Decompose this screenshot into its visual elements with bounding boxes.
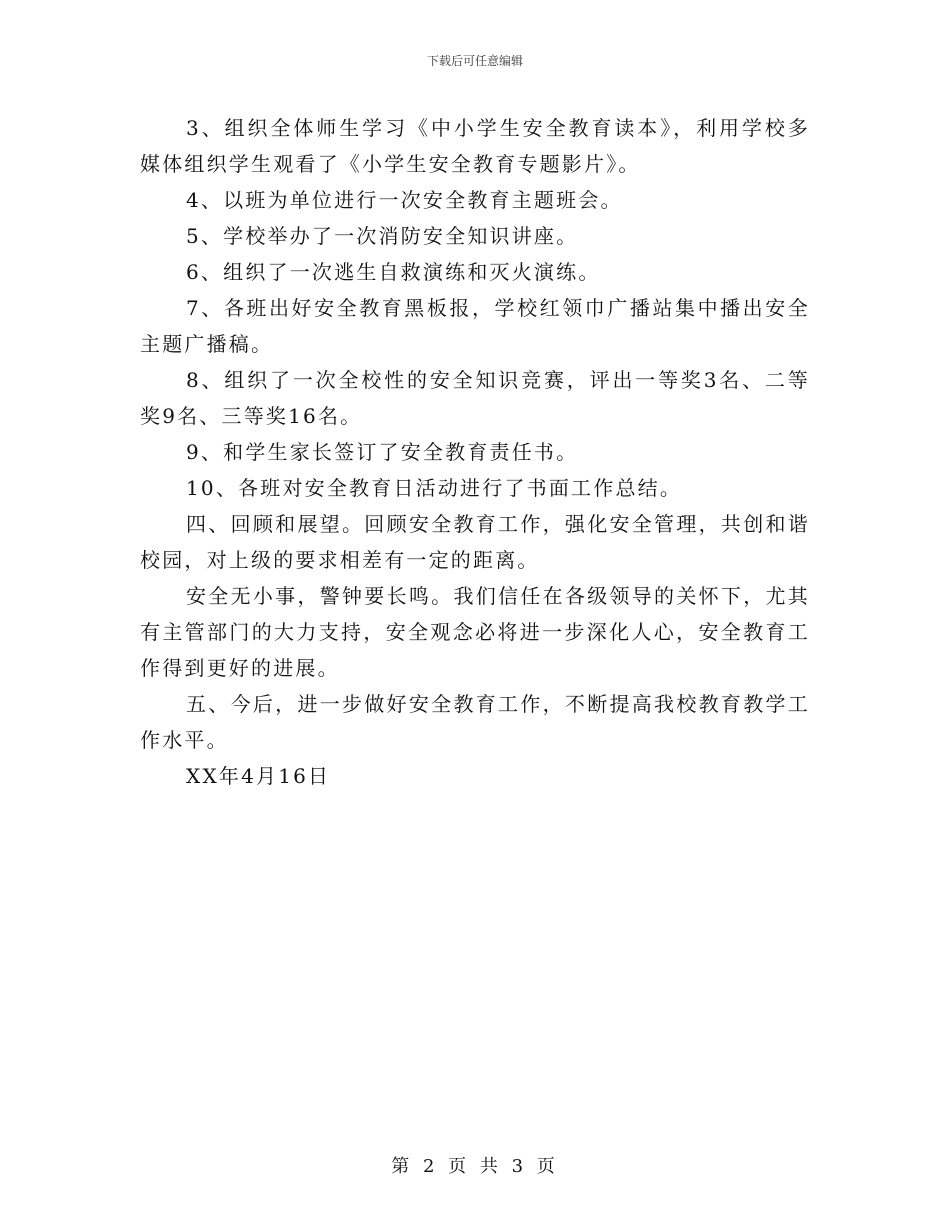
paragraph-safety: 安全无小事，警钟要长鸣。我们信任在各级领导的关怀下，尤其有主管部门的大力支持，安全观念必将进一步深化人心，安全教育工作得到更好的进展。 — [140, 584, 810, 680]
document-date: XX年4月16日 — [186, 764, 331, 788]
paragraph-item-4: 4、以班为单位进行一次安全教育主题班会。 — [186, 188, 623, 212]
paragraph-item-3: 3、组织全体师生学习《中小学生安全教育读本》，利用学校多媒体组织学生观看了《小学生安全教育专题影片》。 — [140, 116, 810, 176]
paragraph-item-5: 5、学校举办了一次消防安全知识讲座。 — [186, 224, 579, 248]
paragraph-item-6: 6、组织了一次逃生自救演练和灭火演练。 — [186, 260, 601, 284]
document-body — [140, 110, 810, 794]
paragraph-review: 四、回顾和展望。回顾安全教育工作，强化安全管理，共创和谐校园，对上级的要求相差有一定的距离。 — [140, 512, 810, 572]
paragraph-item-9: 9、和学生家长签订了安全教育责任书。 — [186, 440, 579, 464]
paragraph-item-10: 10、各班对安全教育日活动进行了书面工作总结。 — [186, 476, 683, 500]
page-number: 第 2 页 共 3 页 — [391, 1156, 559, 1177]
paragraph-future: 五、今后，进一步做好安全教育工作，不断提高我校教育教学工作水平。 — [140, 692, 810, 752]
paragraph-item-8: 8、组织了一次全校性的安全知识竞赛，评出一等奖3名、二等奖9名、三等奖16名。 — [140, 368, 810, 428]
paragraph-item-7: 7、各班出好安全教育黑板报，学校红领巾广播站集中播出安全主题广播稿。 — [140, 296, 810, 356]
page-header: 下载后可任意编辑 — [426, 54, 523, 68]
